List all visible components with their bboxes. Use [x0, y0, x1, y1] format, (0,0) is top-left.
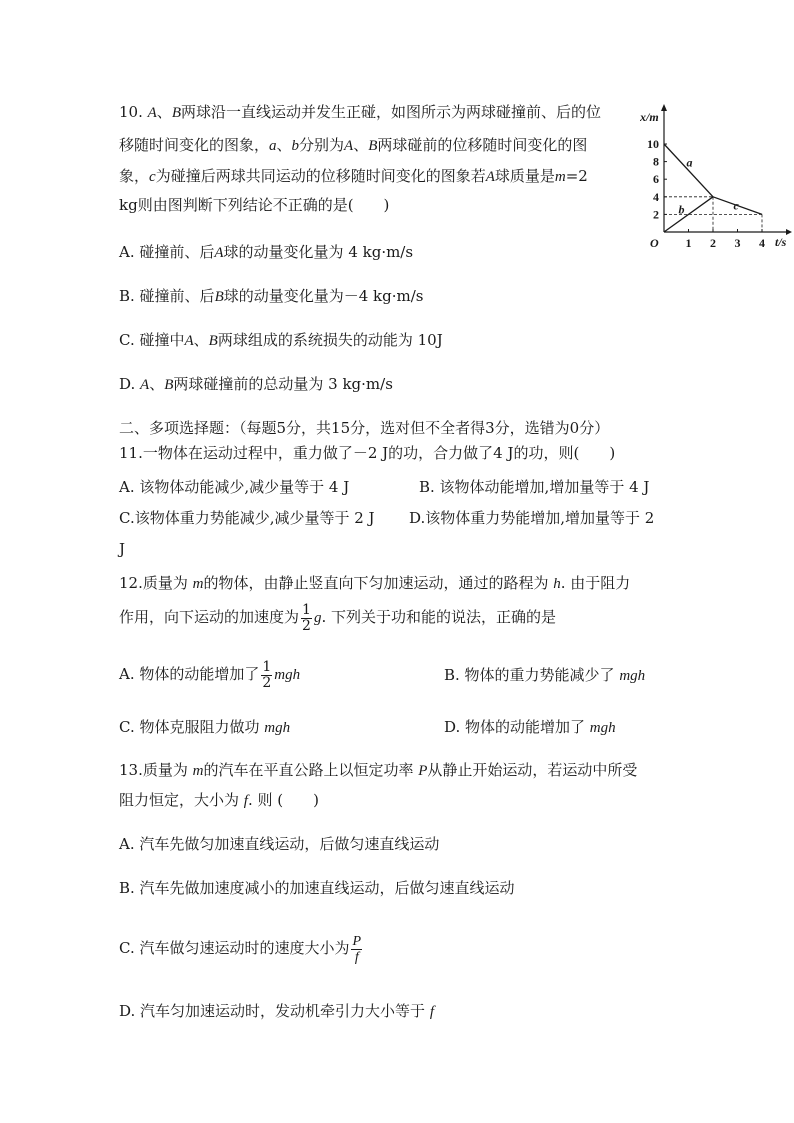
- y-axis-label: x/m: [640, 110, 659, 124]
- q13-option-a: A. 汽车先做匀加速直线运动，后做匀速直线运动: [119, 835, 440, 853]
- x-axis-label: t/s: [775, 235, 787, 249]
- q12-line-2: 作用，向下运动的加速度为 $\frac{1}{2}$ g. 下列关于功和能的说法，正确的是: [119, 601, 556, 634]
- x-tick-label: 3: [734, 236, 741, 250]
- y-axis-arrow: [661, 104, 667, 111]
- q11-option-c: C.该物体重力势能减少,减少量等于 2 J: [119, 509, 375, 527]
- q12-option-d: D. 物体的动能增加了 mgh: [444, 718, 616, 736]
- fraction-one-half: $\frac{1}{2}$: [302, 601, 311, 634]
- x-tick-label: 1: [685, 236, 692, 250]
- fraction-p-over-f: $\frac{P}{f}$: [352, 933, 362, 965]
- x-tick-label: 2: [710, 236, 716, 250]
- series-label-b: b: [678, 202, 685, 217]
- q13-line-1: 13.质量为 m的汽车在平直公路上以恒定功率 P从静止开始运动，若运动中所受: [119, 761, 638, 779]
- q10-option-b: B. 碰撞前、后B球的动量变化量为－4 kg·m/s: [119, 287, 424, 305]
- origin-label: O: [650, 236, 659, 250]
- section-2-heading: 二、多项选择题：（每题5分，共15分，选对但不全者得3分，选错为0分）: [119, 419, 610, 437]
- x-axis-arrow: [786, 229, 792, 235]
- q13-option-d: D. 汽车匀加速运动时，发动机牵引力大小等于 f: [119, 1002, 434, 1020]
- q11-option-b: B. 该物体动能增加,增加量等于 4 J: [419, 478, 650, 496]
- y-tick-label: 10: [647, 137, 659, 151]
- q10-option-d: D. A、B两球碰撞前的总动量为 3 kg·m/s: [119, 375, 393, 393]
- series-label-a: a: [686, 155, 693, 170]
- q12-option-b: B. 物体的重力势能减少了 mgh: [444, 666, 646, 684]
- fraction-one-half: $\frac{1}{2}$: [262, 658, 272, 691]
- q12-line-1: 12.质量为 m的物体，由静止竖直向下匀加速运动，通过的路程为 h. 由于阻力: [119, 574, 631, 592]
- q13-option-c: C. 汽车做匀速运动时的速度大小为 $\frac{P}{f}$: [119, 933, 362, 965]
- q13-option-b: B. 汽车先做加速度减小的加速直线运动，后做匀速直线运动: [119, 879, 515, 897]
- q11-stem: 11.一物体在运动过程中，重力做了－2 J的功，合力做了4 J的功，则( ): [119, 444, 616, 462]
- series-line-a: [664, 144, 713, 197]
- q11-option-a: A. 该物体动能减少,减少量等于 4 J: [119, 478, 350, 496]
- q12-option-a: A. 物体的动能增加了 $\frac{1}{2}$ mgh: [119, 658, 301, 691]
- x-tick-label: 4: [759, 236, 765, 250]
- q13-line-2: 阻力恒定，大小为 f. 则 ( ): [119, 791, 319, 809]
- q10-line-3: 象，c为碰撞后两球共同运动的位移随时间变化的图象若A球质量是m=2: [119, 167, 588, 185]
- q10-line-2: 移随时间变化的图象，a、b分别为A、B两球碰前的位移随时间变化的图: [119, 136, 588, 154]
- position-time-chart: [640, 100, 794, 250]
- y-tick-label: 2: [653, 207, 659, 222]
- y-tick-label: 6: [653, 172, 659, 187]
- y-tick-label: 8: [653, 154, 659, 169]
- series-label-c: c: [733, 198, 739, 213]
- q10-option-a: A. 碰撞前、后A球的动量变化量为 4 kg·m/s: [119, 243, 414, 261]
- q12-option-c: C. 物体克服阻力做功 mgh: [119, 718, 291, 736]
- q11-option-d: D.该物体重力势能增加,增加量等于 2: [409, 509, 655, 527]
- q10-line-1: 10. A、B两球沿一直线运动并发生正碰，如图所示为两球碰撞前、后的位: [119, 103, 601, 121]
- q10-line-4: kg则由图判断下列结论不正确的是( ): [119, 196, 390, 214]
- q10-option-c: C. 碰撞中A、B两球组成的系统损失的动能为 10J: [119, 331, 443, 349]
- q11-option-d-cont: J: [119, 540, 126, 558]
- y-tick-label: 4: [653, 189, 659, 204]
